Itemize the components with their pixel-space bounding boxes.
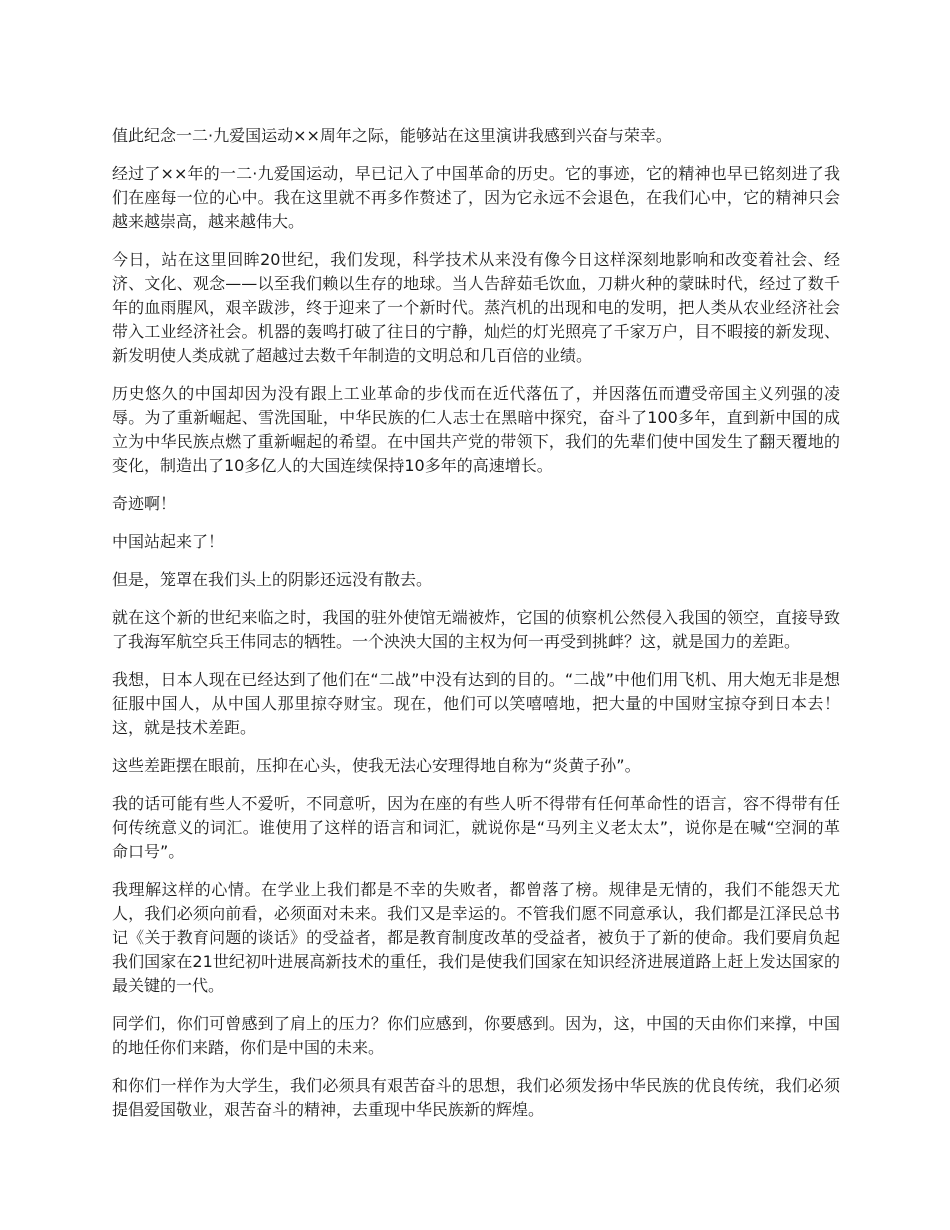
paragraph-13: 同学们，你们可曾感到了肩上的压力？你们应感到，你要感到。因为，这，中国的天由你们来撑，中国的地任你们来踏，你们是中国的未来。: [112, 1014, 840, 1057]
paragraph-9: 我想，日本人现在已经达到了他们在“二战”中没有达到的目的。“二战”中他们用飞机、用大炮无非是想征服中国人，从中国人那里掠夺财宝。现在，他们可以笑嘻嘻地，把大量的中国财宝掠夺到日本去！这，就是技术差距。: [112, 670, 840, 737]
paragraph-5: 奇迹啊！: [112, 494, 177, 513]
paragraph-1: 值此纪念一二·九爱国运动××周年之际，能够站在这里演讲我感到兴奋与荣幸。: [112, 126, 672, 145]
paragraph-7: 但是，笼罩在我们头上的阴影还远没有散去。: [112, 570, 433, 589]
paragraph-14: 和你们一样作为大学生，我们必须具有艰苦奋斗的思想，我们必须发扬中华民族的优良传统，我们必须提倡爱国敬业，艰苦奋斗的精神，去重现中华民族新的辉煌。: [112, 1076, 840, 1119]
paragraph-3: 今日，站在这里回眸20世纪，我们发现，科学技术从来没有像今日这样深刻地影响和改变着社会、经济、文化、观念——以至我们赖以生存的地球。当人告辞茹毛饮血，刀耕火种的蒙昧时代，经过了数千年的血雨腥风，艰辛跋涉，终于迎来了一个新时代。蒸汽机的出现和电的发明，把人类从农业经济社会带入工业经济社会。机器的轰鸣打破了往日的宁静，灿烂的灯光照亮了千家万户，目不暇接的新发现、新发明使人类成就了超越过去数千年制造的文明总和几百倍的业绩。: [112, 250, 840, 365]
paragraph-4: 历史悠久的中国却因为没有跟上工业革命的步伐而在近代落伍了，并因落伍而遭受帝国主义列强的凌辱。为了重新崛起、雪洗国耻，中华民族的仁人志士在黑暗中探究，奋斗了100多年，直到新中国的成立为中华民族点燃了重新崛起的希望。在中国共产党的带领下，我们的先辈们使中国发生了翻天覆地的变化，制造出了10多亿人的大国连续保持10多年的高速增长。: [112, 384, 840, 475]
paragraph-11: 我的话可能有些人不爱听，不同意听，因为在座的有些人听不得带有任何革命性的语言，容不得带有任何传统意义的词汇。谁使用了这样的语言和词汇，就说你是“马列主义老太太”，说你是在喊“空洞的革命口号”。: [112, 794, 840, 861]
paragraph-6: 中国站起来了！: [112, 532, 225, 551]
paragraph-2: 经过了××年的一二·九爱国运动，早已记入了中国革命的历史。它的事迹，它的精神也早已铭刻进了我们在座每一位的心中。我在这里就不再多作赘述了，因为它永远不会退色，在我们心中，它的精神只会越来越崇高，越来越伟大。: [112, 164, 840, 231]
paragraph-12: 我理解这样的心情。在学业上我们都是不幸的失败者，都曾落了榜。规律是无情的，我们不能怨天尤人，我们必须向前看，必须面对未来。我们又是幸运的。不管我们愿不同意承认，我们都是江泽民总书记《关于教育问题的谈话》的受益者，都是教育制度改革的受益者，被负于了新的使命。我们要肩负起我们国家在21世纪初叶进展高新技术的重任，我们是使我们国家在知识经济进展道路上赶上发达国家的最关键的一代。: [112, 880, 840, 995]
paragraph-10: 这些差距摆在眼前，压抑在心头，使我无法心安理得地自称为“炎黄子孙”。: [112, 756, 641, 775]
paragraph-8: 就在这个新的世纪来临之时，我国的驻外使馆无端被炸，它国的侦察机公然侵入我国的领空，直接导致了我海军航空兵王伟同志的牺牲。一个泱泱大国的主权为何一再受到挑衅？这，就是国力的差距。: [112, 608, 840, 651]
document-body: [112, 124, 840, 1136]
